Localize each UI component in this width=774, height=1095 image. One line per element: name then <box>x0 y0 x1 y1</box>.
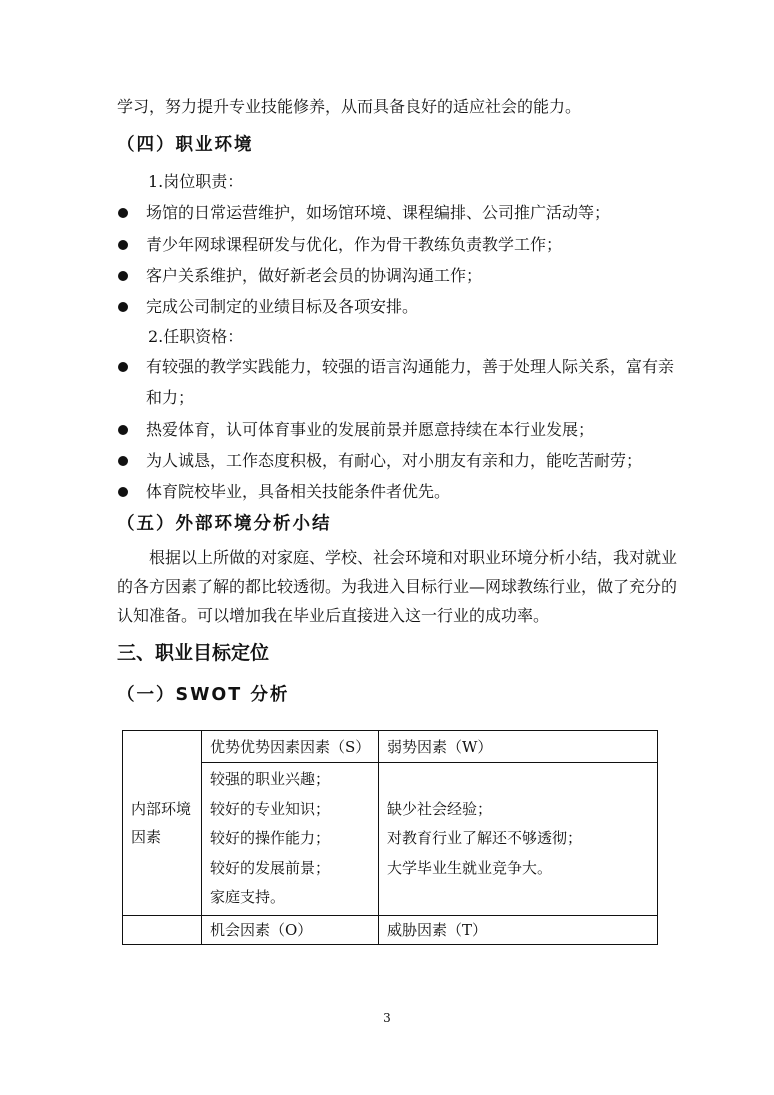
qualification-text: 体育院校毕业，具备相关技能条件者优先。 <box>146 482 451 501</box>
qualification-continuation: 和力； <box>146 388 195 407</box>
weakness-item: 大学毕业生就业竞争大。 <box>387 858 553 877</box>
summary-line: 的各方因素了解的都比较透彻。为我进入目标行业—网球教练行业，做了充分的 <box>117 577 678 596</box>
strength-item: 较好的发展前景； <box>210 858 331 877</box>
duty-text: 场馆的日常运营维护，如场馆环境、课程编排、公司推广活动等； <box>146 203 611 222</box>
internal-factors-label: 内部环境因素 <box>123 731 202 916</box>
duties-label: 1.岗位职责： <box>148 172 244 191</box>
summary-line: 认知准备。可以增加我在毕业后直接进入这一行业的成功率。 <box>117 606 550 625</box>
strength-item: 较好的操作能力； <box>210 829 331 848</box>
external-label-cell <box>123 916 202 945</box>
threats-header: 威胁因素（T） <box>379 916 658 945</box>
qualification-text: 热爱体育，认可体育事业的发展前景并愿意持续在本行业发展； <box>146 420 595 439</box>
qualification-text: 为人诚恳，工作态度积极，有耐心，对小朋友有亲和力，能吃苦耐劳； <box>146 451 643 470</box>
weaknesses-header: 弱势因素（W） <box>379 731 658 763</box>
strength-item: 较强的职业兴趣； <box>210 770 331 789</box>
strength-item: 家庭支持。 <box>210 888 286 907</box>
duty-text: 青少年网球课程研发与优化，作为骨干教练负责教学工作； <box>146 235 563 254</box>
swot-external-row <box>123 916 658 945</box>
swot-content-row <box>123 763 658 916</box>
weakness-item: 缺少社会经验； <box>387 799 493 818</box>
opportunities-header: 机会因素（O） <box>202 916 379 945</box>
swot-header-row <box>123 731 658 763</box>
weakness-item: 对教育行业了解还不够透彻； <box>387 829 583 848</box>
bullet-icon <box>118 425 128 435</box>
duty-text: 客户关系维护，做好新老会员的协调沟通工作； <box>146 266 483 285</box>
bullet-icon <box>118 487 128 497</box>
strengths-header: 优势优势因素因素（S） <box>202 731 379 763</box>
swot-table <box>122 730 658 945</box>
strength-item: 较好的专业知识； <box>210 799 331 818</box>
page-number: 3 <box>383 1011 391 1025</box>
qualifications-label: 2.任职资格： <box>148 327 244 346</box>
duty-text: 完成公司制定的业绩目标及各项安排。 <box>146 297 419 316</box>
bullet-icon <box>118 456 128 466</box>
bullet-icon <box>118 271 128 281</box>
bullet-icon <box>118 240 128 250</box>
summary-line: 根据以上所做的对家庭、学校、社会环境和对职业环境分析小结，我对就业 <box>149 548 678 567</box>
swot-heading: （一）SWOT 分析 <box>117 685 290 705</box>
bullet-icon <box>118 208 128 218</box>
section-4-heading: （四）职业环境 <box>117 135 254 155</box>
strengths-cell <box>202 763 379 916</box>
bullet-icon <box>118 302 128 312</box>
chapter-3-heading: 三、职业目标定位 <box>117 642 270 664</box>
qualification-text: 有较强的教学实践能力，较强的语言沟通能力，善于处理人际关系，富有亲 <box>146 357 675 376</box>
weaknesses-cell <box>379 763 658 916</box>
intro-line: 学习，努力提升专业技能修养，从而具备良好的适应社会的能力。 <box>117 97 582 116</box>
bullet-icon <box>118 362 128 372</box>
section-5-heading: （五）外部环境分析小结 <box>117 514 332 534</box>
